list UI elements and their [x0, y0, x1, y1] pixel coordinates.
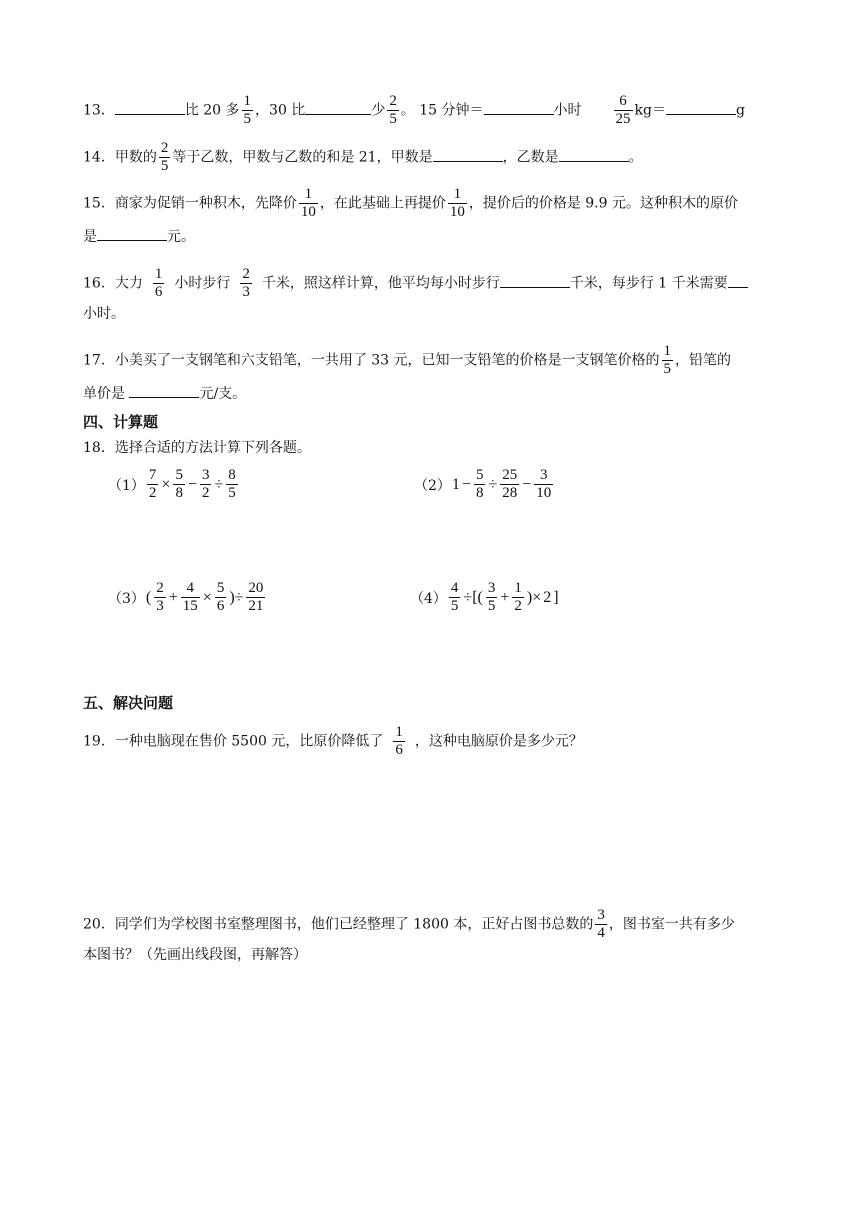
question-20: 20．同学们为学校图书室整理图书，他们已经整理了 1800 本，正好占图书总数的 $\frac{3}{4}$ ，图书室一共有多少	[83, 907, 735, 941]
question-16-cont: 小时。	[83, 306, 125, 322]
calc-problem-3: （3） ( 2 3 + $\frac{4}{15}$ × $\frac{5}{6}$ )÷ $\frac{20}{21}$	[108, 580, 264, 614]
calc-problem-2: （2） 1 − $\frac{5}{8}$ ÷ $\frac{25}{28}$ − $\frac{3}{10}$	[414, 467, 552, 501]
fraction: $\frac{1}{6}$	[154, 266, 163, 300]
answer-blank[interactable]	[305, 100, 371, 115]
fraction: $\frac{1}{6}$	[395, 724, 403, 758]
section-heading: 四、计算题	[83, 413, 159, 431]
answer-blank[interactable]	[115, 100, 185, 115]
fraction: $\frac{2}{5}$	[160, 140, 169, 174]
answer-blank[interactable]	[666, 100, 736, 115]
question-17-cont: 单价是 元/支。	[83, 383, 812, 404]
question-15: 15．商家为促销一种积木，先降价 $\frac{1}{10}$ ，在此基础上再提价 $\frac{1}{10}$ ，提价后的价格是 9.9 元。这种积木的原价	[83, 186, 738, 220]
fraction: $\frac{1}{5}$	[663, 343, 672, 377]
question-19: 19．一种电脑现在售价 5500 元，比原价降低了 $\frac{1}{6}$ ，这种电脑原价是多少元？	[83, 724, 583, 758]
answer-blank[interactable]	[484, 100, 554, 115]
question-18: 18．选择合适的方法计算下列各题。	[83, 440, 311, 456]
question-20-cont: 本图书？（先画出线段图，再解答）	[83, 947, 307, 963]
fraction: $\frac{1}{10}$	[300, 186, 316, 220]
question-17: 17．小美买了一支钢笔和六支铅笔，一共用了 33 元，已知一支铅笔的价格是一支钢笔价格的 $\frac{1}{5}$ ，铅笔的	[83, 343, 732, 377]
answer-blank[interactable]	[433, 147, 503, 162]
question-16: 16．大力 $\frac{1}{6}$ 小时步行 $\frac{2}{3}$ 千米，照这样计算，他平均每小时步行 千米，每步行 1 千米需要	[83, 266, 812, 301]
answer-blank[interactable]	[97, 226, 167, 241]
fraction: $\frac{6}{25}$	[615, 93, 631, 127]
question-13: 13． 比 20 多 $\frac{1}{5}$ ，30 比 少 $\frac{2}{5}$ 。 15 分钟＝ 小时 $\frac{6}{25}$ kg＝ g	[83, 93, 745, 127]
fraction: $\frac{1}{10}$	[449, 186, 465, 220]
fraction: $\frac{3}{4}$	[597, 907, 605, 941]
answer-blank[interactable]	[559, 147, 629, 162]
answer-blank[interactable]	[728, 273, 748, 288]
fraction: $\frac{2}{5}$	[389, 93, 397, 127]
question-15-cont: 是 元。	[83, 226, 812, 247]
question-14: 14．甲数的 $\frac{2}{5}$ 等于乙数，甲数与乙数的和是 21，甲数是 ，乙数是 。	[83, 140, 643, 174]
answer-blank[interactable]	[500, 273, 570, 288]
fraction: $\frac{1}{5}$	[243, 93, 252, 127]
section-heading: 五、解决问题	[83, 694, 174, 712]
calc-problem-1: （1） $\frac{7}{2}$ × $\frac{5}{8}$ − $\frac{3}{2}$ ÷ $\frac{8}{5}$	[108, 467, 236, 501]
fraction: $\frac{2}{3}$	[242, 266, 250, 300]
answer-blank[interactable]	[129, 383, 199, 398]
calc-problem-4: （4） $\frac{4}{5}$ ÷[( 3 5 + $\frac{1}{2}$ )× 2 ]	[410, 580, 559, 614]
